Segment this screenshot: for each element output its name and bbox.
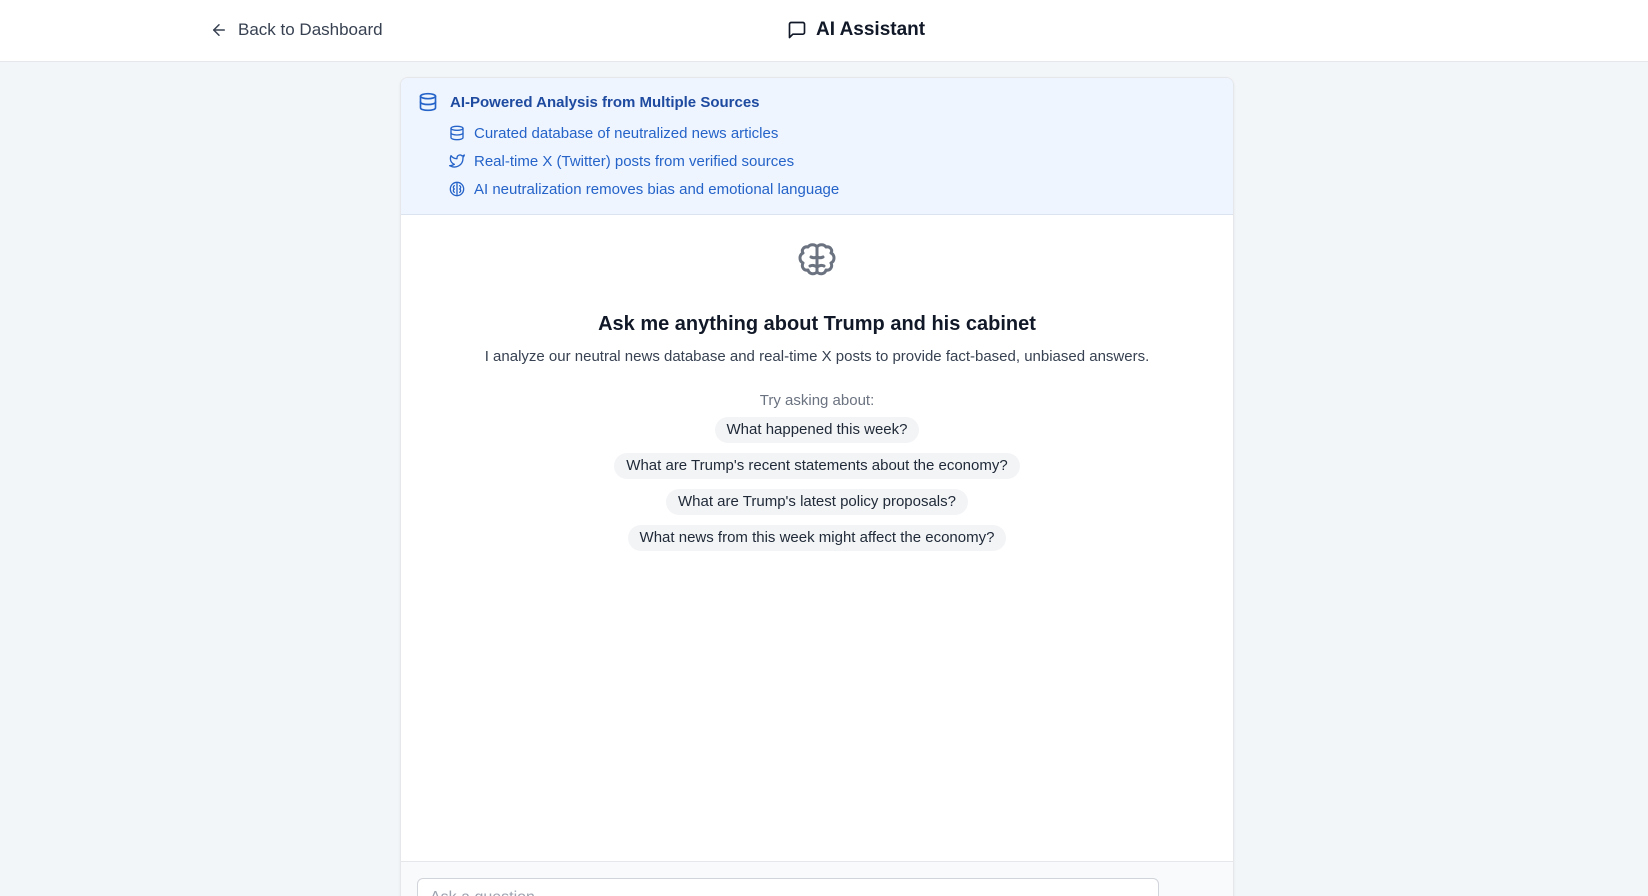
top-bar xyxy=(0,0,1648,62)
suggestion-chip[interactable]: What are Trump's recent statements about the economy? xyxy=(614,453,1019,479)
brain-icon xyxy=(793,239,841,287)
suggestion-chip[interactable]: What are Trump's latest policy proposals? xyxy=(666,489,968,515)
source-item-label: Real-time X (Twitter) posts from verified sources xyxy=(474,152,795,170)
source-item-x-posts xyxy=(449,147,839,175)
back-link-label: Back to Dashboard xyxy=(238,20,383,39)
message-square-icon xyxy=(787,20,807,40)
sources-heading-text: AI-Powered Analysis from Multiple Sources xyxy=(450,93,760,111)
back-to-dashboard-link[interactable] xyxy=(210,16,383,44)
database-icon xyxy=(418,92,438,112)
empty-state-description: I analyze our neutral news database and real-time X posts to provide fact-based, unbiased answers. xyxy=(484,348,1150,365)
brain-icon xyxy=(449,181,465,197)
suggestion-list xyxy=(401,417,1233,551)
suggestion-chip[interactable]: What happened this week? xyxy=(715,417,920,443)
source-item-label: Curated database of neutralized news articles xyxy=(474,124,779,142)
empty-state-title: Ask me anything about Trump and his cabinet xyxy=(598,313,1036,335)
arrow-left-icon xyxy=(210,21,228,39)
source-item-label: AI neutralization removes bias and emotional language xyxy=(474,180,840,198)
database-icon xyxy=(449,125,465,141)
sources-info-panel xyxy=(401,78,1233,215)
chat-input-bar xyxy=(401,861,1233,896)
suggestion-chip[interactable]: What news from this week might affect the economy? xyxy=(628,525,1007,551)
sources-heading xyxy=(418,92,760,112)
sources-list xyxy=(449,119,839,203)
source-item-ai-neutralization xyxy=(449,175,839,203)
chat-card xyxy=(400,77,1234,896)
try-asking-label: Try asking about: xyxy=(759,392,875,409)
twitter-icon xyxy=(449,153,465,169)
page-title xyxy=(787,16,925,44)
page-title-text: AI Assistant xyxy=(816,19,926,40)
source-item-news-database xyxy=(449,119,839,147)
question-input[interactable] xyxy=(417,878,1159,896)
chat-empty-state xyxy=(401,215,1233,551)
